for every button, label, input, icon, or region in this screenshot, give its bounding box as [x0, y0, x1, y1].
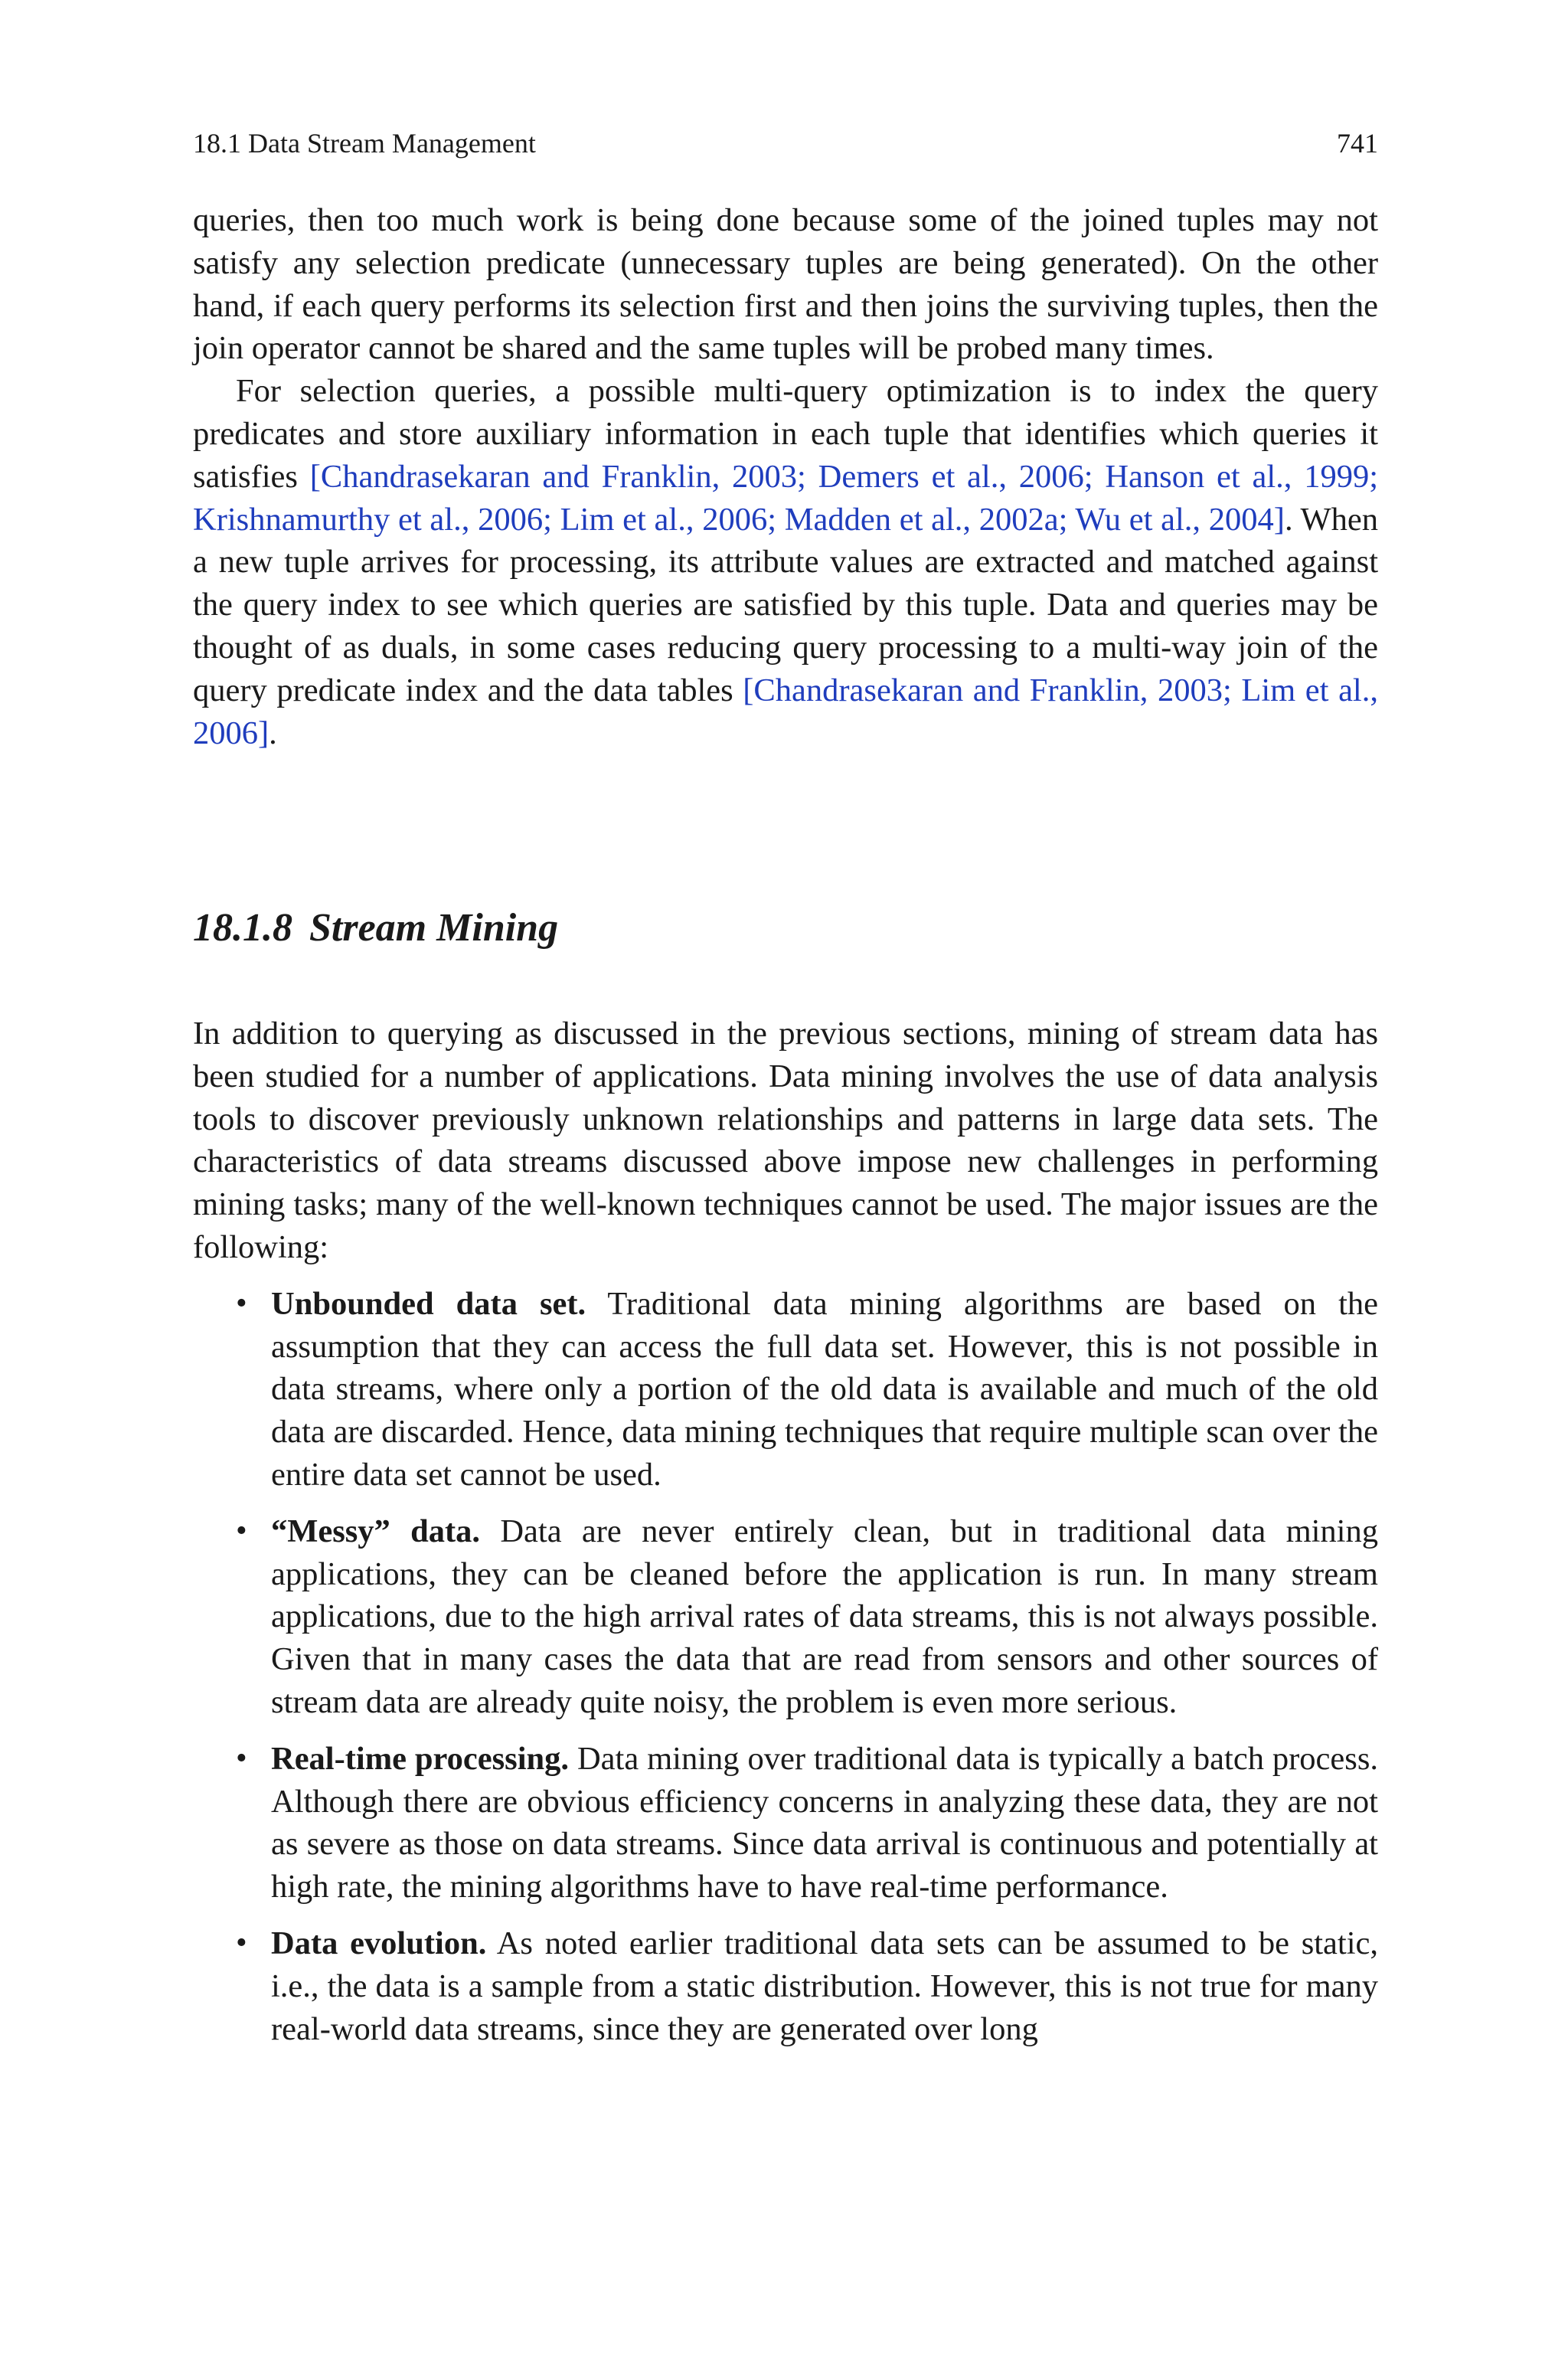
section-heading	[193, 904, 1378, 953]
issue-text: As noted earlier traditional data sets can be assumed to be static, i.e., the data is a sample from a static distribution. However, this is not true for many real-world data streams, since they are generated over long	[271, 1925, 1379, 2047]
bullet-icon: •	[236, 1513, 247, 1549]
issue-text: Data are never entirely clean, but in traditional data mining applications, they can be cleaned before the application is run. In many stream applications, due to the high arrival rates of data streams, this is not always possible. Given that in many cases the data that are read from sensors and other sources of stream data are already quite noisy, the problem is even more serious.	[271, 1513, 1378, 1720]
issue-term: Real-time processing.	[271, 1740, 570, 1777]
bullet-icon: •	[236, 1285, 247, 1321]
text-block-lower	[193, 1012, 1378, 2050]
issue-term: Unbounded data set.	[271, 1285, 586, 1322]
section-number: 18.1.8	[193, 906, 292, 950]
issue-text: Data mining over traditional data is typically a batch process. Although there are obvious efficiency concerns in analyzing these data, they are not as severe as those on data streams. Since data arrival is continuous and potentially at high rate, the mining algorithms have to have real-time performance.	[271, 1740, 1378, 1905]
issues-list	[193, 1283, 1378, 2051]
list-item	[193, 1922, 1378, 2050]
list-item	[193, 1510, 1378, 1724]
paragraph-text: For selection queries, a possible multi-query optimization is to index the query predicates and store auxiliary information in each tuple that identifies which queries it satisfies	[193, 373, 1378, 495]
page-number: 741	[1337, 128, 1378, 159]
issue-term: “Messy” data.	[271, 1513, 481, 1549]
citation-link[interactable]: [Chandrasekaran and Franklin, 2003; Lim et al., 2006]	[193, 672, 1378, 751]
bullet-icon: •	[236, 1925, 247, 1961]
text-block-upper	[193, 199, 1378, 754]
list-item	[193, 1738, 1378, 1909]
issue-term: Data evolution.	[271, 1925, 487, 1961]
paragraph-selection-queries	[193, 370, 1378, 754]
paragraph-intro: In addition to querying as discussed in the previous sections, mining of stream data has been studied for a number of applications. Data mining involves the use of data analysis tools to discover previously unknown relationships and patterns in large data sets. The characteristics of data streams discussed above impose new challenges in performing mining tasks; many of the well-known techniques cannot be used. The major issues are the following:	[193, 1016, 1378, 1265]
paragraph-text: .	[269, 715, 277, 751]
issue-text: Traditional data mining algorithms are based on the assumption that they can access the full data set. However, this is not possible in data streams, where only a portion of the old data is available and much of the old data are discarded. Hence, data mining techniques that require multiple scan over the entire data set cannot be used.	[271, 1285, 1378, 1493]
list-item	[193, 1283, 1378, 1496]
bullet-icon: •	[236, 1740, 247, 1776]
paragraph-text: . When a new tuple arrives for processing, its attribute values are extracted and matched against the query index to see which queries are satisfied by this tuple. Data and queries may be thought of as duals, in some cases reducing query processing to a multi-way join of the query predicate index and the data tables	[193, 501, 1378, 708]
running-head	[193, 126, 1378, 160]
section-title: Stream Mining	[309, 906, 559, 950]
paragraph-continuation: queries, then too much work is being done because some of the joined tuples may not satisfy any selection predicate (unnecessary tuples are being generated). On the other hand, if each query performs its selection first and then joins the surviving tuples, then the join operator cannot be shared and the same tuples will be probed many times.	[193, 202, 1378, 367]
running-head-section: 18.1 Data Stream Management	[193, 128, 536, 159]
citation-link[interactable]: [Chandrasekaran and Franklin, 2003; Demers et al., 2006; Hanson et al., 1999; Krishnamurthy et al., 2006; Lim et al., 2006; Madden et al., 2002a; Wu et al., 2004]	[193, 458, 1378, 538]
